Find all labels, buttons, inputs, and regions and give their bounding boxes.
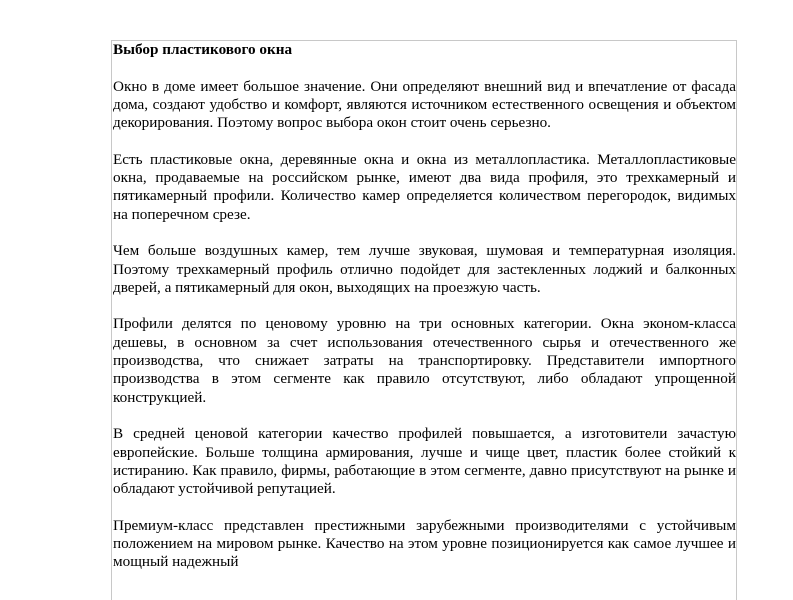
document-title: Выбор пластикового окна	[113, 41, 293, 58]
paragraph: Есть пластиковые окна, деревянные окна и окна из металлопластика. Металлопластиковые окна, продаваемые на российском рынке, имеют два вида профиля, это трехкамерный и пятикамерный профили. Количество камер определяется количеством перегородок, видимых на поперечном срезе.	[113, 150, 736, 223]
paragraph: Премиум-класс представлен престижными зарубежными производителями с устойчивым положением на мировом рынке. Качество на этом уровне позиционируется как самое лучшее и мощный надежный	[113, 516, 736, 571]
paragraph: В средней ценовой категории качество профилей повышается, а изготовители зачастую европейские. Больше толщина армирования, лучше и чище цвет, пластик более стойкий к истиранию. Как правило, фирмы, работающие в этом сегменте, давно присутствуют на рынке и обладают устойчивой репутацией.	[113, 425, 736, 498]
document-body[interactable]	[113, 41, 736, 590]
paragraph: Чем больше воздушных камер, тем лучше звуковая, шумовая и температурная изоляция. Поэтому трехкамерный профиль отлично подойдет для застекленных лоджий и балконных дверей, а пятикамерный для окон, выходящих на проезжую часть.	[113, 242, 736, 296]
paragraph: Окно в доме имеет большое значение. Они определяют внешний вид и впечатление от фасада дома, создают удобство и комфорт, являются источником естественного освещения и объектом декорирования. Поэтому вопрос выбора окон стоит очень серьезно.	[113, 77, 736, 132]
paragraph: Профили делятся по ценовому уровню на три основных категории. Окна эконом-класса дешевы, в основном за счет использования отечественного сырья и отечественного же производства, что снижает затраты на транспортировку. Представители импортного производства в этом сегменте как правило отсутствуют, либо обладают упрощенной конструкцией.	[113, 315, 736, 406]
